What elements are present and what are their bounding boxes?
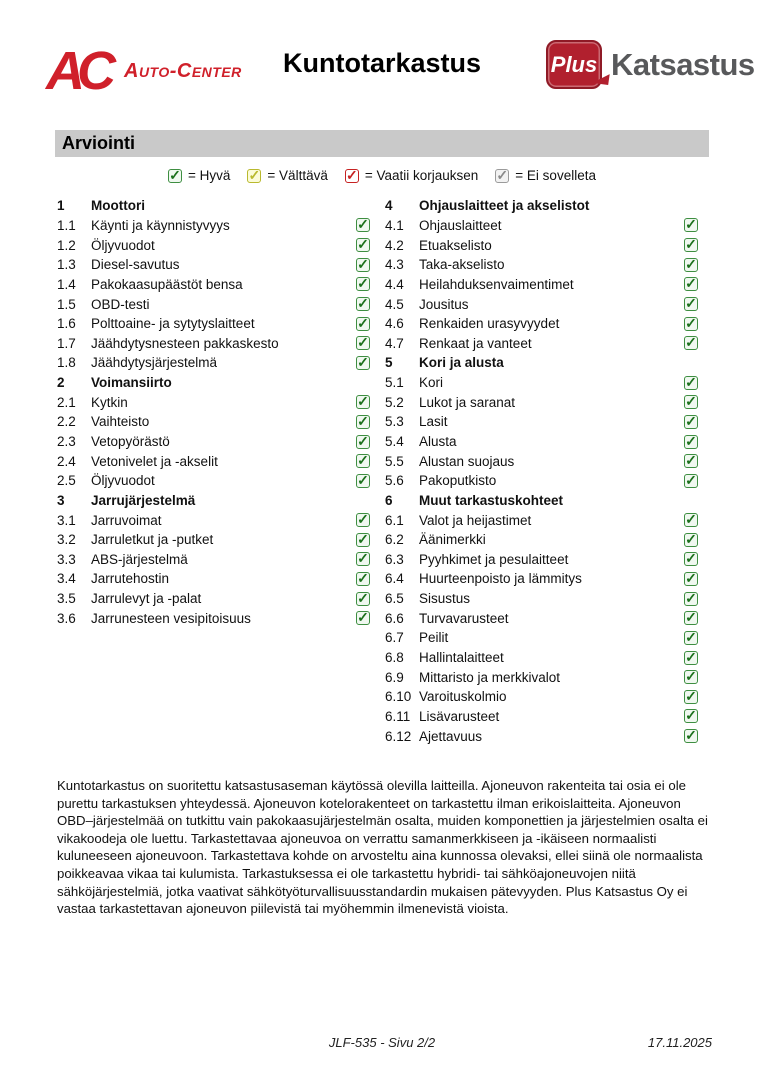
status-checkbox-good bbox=[356, 255, 370, 272]
checklist-item-row bbox=[385, 628, 698, 648]
status-checkbox-good bbox=[684, 238, 698, 252]
item-number: 2.1 bbox=[57, 394, 76, 410]
checklist-item-row bbox=[385, 255, 698, 275]
checklist-item-row bbox=[57, 333, 370, 353]
item-number: 3.5 bbox=[57, 591, 76, 607]
item-number: 6 bbox=[385, 492, 393, 508]
item-number: 4.3 bbox=[385, 257, 404, 273]
checklist-item-row bbox=[57, 589, 370, 609]
checklist-item-row bbox=[385, 569, 698, 589]
checklist-section-row bbox=[385, 196, 698, 216]
checklist-item-row bbox=[385, 471, 698, 491]
legend-item-fair bbox=[247, 168, 327, 183]
checklist-item-row bbox=[385, 373, 698, 393]
check-icon: ✓ bbox=[685, 707, 697, 724]
status-checkbox-good bbox=[684, 471, 698, 488]
item-label: Vetonivelet ja -akselit bbox=[91, 453, 218, 469]
auto-center-logo-mark: AC bbox=[46, 41, 108, 101]
status-checkbox-good bbox=[684, 314, 698, 331]
item-label: Mittaristo ja merkkivalot bbox=[419, 669, 561, 685]
status-checkbox-good bbox=[684, 729, 698, 743]
check-icon: ✓ bbox=[685, 236, 697, 253]
status-checkbox-good bbox=[356, 589, 370, 606]
check-icon: ✓ bbox=[685, 255, 697, 272]
status-checkbox-good bbox=[356, 218, 370, 232]
item-number: 5.1 bbox=[385, 375, 404, 391]
item-label: Alustan suojaus bbox=[419, 453, 515, 469]
check-icon: ✓ bbox=[685, 550, 697, 567]
item-label: Pyyhkimet ja pesulaitteet bbox=[419, 551, 569, 567]
status-legend bbox=[0, 168, 764, 183]
item-label: Jousitus bbox=[419, 296, 469, 312]
status-checkbox-good bbox=[356, 353, 370, 370]
item-number: 3.2 bbox=[57, 532, 76, 548]
status-checkbox-good bbox=[356, 395, 370, 409]
checklist-item-row bbox=[57, 412, 370, 432]
checklist-item-row bbox=[57, 550, 370, 570]
checklist-section-row bbox=[57, 373, 370, 393]
section-bar-title: Arviointi bbox=[62, 133, 136, 153]
item-number: 4.7 bbox=[385, 335, 404, 351]
status-checkbox-good bbox=[684, 648, 698, 665]
status-checkbox-good bbox=[684, 552, 698, 566]
status-checkbox-good bbox=[684, 628, 698, 645]
item-number: 5.3 bbox=[385, 414, 404, 430]
item-number: 4.6 bbox=[385, 316, 404, 332]
checklist-item-row bbox=[57, 608, 370, 628]
status-checkbox-good bbox=[684, 530, 698, 547]
check-icon: ✓ bbox=[685, 471, 697, 488]
item-label: Voimansiirto bbox=[91, 375, 172, 391]
check-icon: ✓ bbox=[357, 353, 369, 370]
item-label: Ajettavuus bbox=[419, 728, 483, 744]
item-number: 6.2 bbox=[385, 532, 404, 548]
check-icon: ✓ bbox=[357, 412, 369, 429]
checklist-item-row bbox=[57, 275, 370, 295]
legend-item-na bbox=[495, 168, 596, 183]
item-label: Öljyvuodot bbox=[91, 237, 155, 253]
item-label: Käynti ja käynnistyvyys bbox=[91, 217, 230, 233]
auto-center-logo-text: Auto-Center bbox=[124, 59, 242, 82]
status-checkbox-good bbox=[356, 432, 370, 449]
status-checkbox-good bbox=[356, 513, 370, 527]
legend-label: = Välttävä bbox=[267, 168, 328, 183]
checklist-item-row bbox=[385, 412, 698, 432]
status-checkbox-good bbox=[356, 314, 370, 331]
checklist-section-row bbox=[57, 196, 370, 216]
plus-katsastus-logo bbox=[546, 40, 755, 89]
checklist-section-row bbox=[57, 491, 370, 511]
item-label: Jäähdytysnesteen pakkaskesto bbox=[91, 335, 279, 351]
check-icon: ✓ bbox=[685, 295, 697, 312]
check-icon: ✓ bbox=[357, 530, 369, 547]
item-label: Pakoputkisto bbox=[419, 473, 497, 489]
item-label: Kytkin bbox=[91, 394, 128, 410]
item-number: 6.12 bbox=[385, 728, 412, 744]
check-icon: ✓ bbox=[248, 166, 261, 183]
item-label: Polttoaine- ja sytytyslaitteet bbox=[91, 316, 255, 332]
check-icon: ✓ bbox=[357, 255, 369, 272]
checklist-item-row bbox=[57, 255, 370, 275]
item-label: Jarrujärjestelmä bbox=[91, 492, 196, 508]
checklist-item-row bbox=[385, 550, 698, 570]
item-number: 1.2 bbox=[57, 237, 76, 253]
item-label: Alusta bbox=[419, 434, 457, 449]
check-icon: ✓ bbox=[685, 314, 697, 331]
item-label: Heilahduksenvaimentimet bbox=[419, 276, 574, 292]
item-label: Sisustus bbox=[419, 591, 471, 607]
check-icon: ✓ bbox=[685, 530, 697, 547]
item-label: Diesel-savutus bbox=[91, 257, 180, 273]
status-checkbox-good bbox=[684, 589, 698, 606]
item-number: 6.10 bbox=[385, 689, 412, 705]
status-checkbox-good bbox=[684, 255, 698, 272]
checklist-item-row bbox=[385, 726, 698, 746]
checklist-item-row bbox=[385, 216, 698, 236]
status-checkbox-good bbox=[684, 297, 698, 311]
check-icon: ✓ bbox=[685, 628, 697, 645]
item-label: ABS-järjestelmä bbox=[91, 551, 188, 567]
checklist-item-row bbox=[385, 667, 698, 687]
checklist-item-row bbox=[385, 687, 698, 707]
item-number: 6.7 bbox=[385, 630, 404, 646]
checklist-item-row bbox=[57, 216, 370, 236]
status-checkbox-good bbox=[684, 569, 698, 586]
checklist-item-row bbox=[385, 648, 698, 668]
checklist-item-row bbox=[385, 392, 698, 412]
item-label: Kori ja alusta bbox=[419, 355, 504, 371]
legend-label: = Vaatii korjauksen bbox=[364, 168, 479, 183]
item-label: Jarrunesteen vesipitoisuus bbox=[91, 610, 251, 626]
checklist-column-right bbox=[385, 196, 698, 746]
item-number: 1.7 bbox=[57, 335, 76, 351]
item-label: Vaihteisto bbox=[91, 414, 150, 430]
item-label: Huurteenpoisto ja lämmitys bbox=[419, 571, 582, 587]
check-icon: ✓ bbox=[685, 216, 697, 233]
item-label: Jäähdytysjärjestelmä bbox=[91, 355, 218, 371]
item-number: 1.8 bbox=[57, 355, 76, 371]
item-label: Valot ja heijastimet bbox=[419, 512, 532, 528]
item-label: Etuakselisto bbox=[419, 237, 492, 253]
item-label: Jarruletkut ja -putket bbox=[91, 532, 214, 548]
check-icon: ✓ bbox=[169, 166, 181, 183]
status-checkbox-good bbox=[356, 238, 370, 252]
status-checkbox-good bbox=[684, 709, 698, 723]
checklist-item-row bbox=[57, 451, 370, 471]
checklist-item-row bbox=[385, 314, 698, 334]
status-checkbox-good bbox=[684, 670, 698, 684]
item-number: 5.2 bbox=[385, 394, 404, 410]
status-checkbox-good bbox=[684, 395, 698, 409]
item-label: Vetopyörästö bbox=[91, 434, 170, 449]
status-checkbox-good bbox=[356, 471, 370, 488]
item-label: Lasit bbox=[419, 414, 448, 430]
item-number: 2.2 bbox=[57, 414, 76, 430]
plus-bubble-text: Plus bbox=[550, 51, 598, 77]
status-checkbox-good bbox=[684, 687, 698, 704]
check-icon: ✓ bbox=[357, 550, 369, 567]
checklist-column-left bbox=[57, 196, 370, 628]
item-label: Pakokaasupäästöt bensa bbox=[91, 276, 243, 292]
checklist-item-row bbox=[57, 471, 370, 491]
item-number: 1.5 bbox=[57, 296, 76, 312]
footer-page-label: JLF-535 - Sivu 2/2 bbox=[328, 1035, 436, 1050]
item-label: Öljyvuodot bbox=[91, 473, 155, 489]
checklist-item-row bbox=[385, 530, 698, 550]
item-number: 2.4 bbox=[57, 453, 76, 469]
status-checkbox-na bbox=[495, 166, 509, 183]
item-number: 6.6 bbox=[385, 610, 404, 626]
item-label: Jarrutehostin bbox=[91, 571, 170, 587]
checklist-item-row bbox=[57, 392, 370, 412]
status-checkbox-good bbox=[356, 611, 370, 625]
item-label: Jarrulevyt ja -palat bbox=[91, 591, 202, 607]
item-number: 2.3 bbox=[57, 434, 76, 449]
status-checkbox-good bbox=[356, 277, 370, 291]
item-number: 5 bbox=[385, 355, 393, 371]
status-checkbox-good bbox=[168, 166, 182, 183]
check-icon: ✓ bbox=[685, 412, 697, 429]
page-title: Kuntotarkastus bbox=[282, 48, 482, 78]
status-checkbox-good bbox=[356, 454, 370, 468]
checklist-item-row bbox=[57, 530, 370, 550]
check-icon: ✓ bbox=[345, 166, 358, 183]
footer-date: 17.11.2025 bbox=[647, 1035, 712, 1050]
check-icon: ✓ bbox=[685, 373, 697, 390]
check-icon: ✓ bbox=[357, 452, 369, 469]
status-checkbox-good bbox=[356, 336, 370, 350]
checklist-item-row bbox=[385, 589, 698, 609]
check-icon: ✓ bbox=[357, 334, 369, 351]
item-number: 4 bbox=[385, 198, 393, 214]
item-label: Lisävarusteet bbox=[419, 708, 500, 724]
item-number: 6.4 bbox=[385, 571, 404, 587]
item-number: 1.6 bbox=[57, 316, 76, 332]
checklist-item-row bbox=[385, 510, 698, 530]
check-icon: ✓ bbox=[685, 727, 697, 744]
item-number: 1.4 bbox=[57, 276, 76, 292]
legend-label: = Hyvä bbox=[188, 168, 231, 183]
status-checkbox-good bbox=[684, 336, 698, 350]
check-icon: ✓ bbox=[685, 569, 697, 586]
status-checkbox-good bbox=[684, 513, 698, 527]
item-number: 3.3 bbox=[57, 551, 76, 567]
check-icon: ✓ bbox=[685, 609, 697, 626]
item-label: OBD-testi bbox=[91, 296, 150, 312]
status-checkbox-good bbox=[684, 432, 698, 449]
check-icon: ✓ bbox=[685, 452, 697, 469]
check-icon: ✓ bbox=[685, 275, 697, 292]
katsastus-logo-text: Katsastus bbox=[611, 46, 755, 82]
item-number: 6.3 bbox=[385, 551, 404, 567]
item-label: Peilit bbox=[419, 630, 449, 646]
item-label: Ohjauslaitteet ja akselistot bbox=[419, 198, 590, 214]
check-icon: ✓ bbox=[685, 432, 697, 449]
item-number: 2 bbox=[57, 375, 65, 391]
checklist-item-row bbox=[57, 353, 370, 373]
check-icon: ✓ bbox=[357, 511, 369, 528]
item-label: Turvavarusteet bbox=[419, 610, 509, 626]
status-checkbox-fair bbox=[247, 166, 261, 183]
check-icon: ✓ bbox=[685, 393, 697, 410]
status-checkbox-good bbox=[684, 611, 698, 625]
item-number: 3.6 bbox=[57, 610, 76, 626]
item-number: 6.5 bbox=[385, 591, 404, 607]
check-icon: ✓ bbox=[357, 295, 369, 312]
item-number: 4.2 bbox=[385, 237, 404, 253]
item-label: Taka-akselisto bbox=[419, 257, 505, 273]
check-icon: ✓ bbox=[685, 668, 697, 685]
item-number: 1 bbox=[57, 198, 65, 214]
item-number: 5.5 bbox=[385, 453, 404, 469]
checklist-item-row bbox=[57, 294, 370, 314]
item-number: 6.11 bbox=[385, 708, 411, 724]
check-icon: ✓ bbox=[685, 334, 697, 351]
legend-item-good bbox=[168, 168, 230, 183]
item-number: 6.8 bbox=[385, 650, 404, 666]
checklist-item-row bbox=[385, 333, 698, 353]
status-checkbox-good bbox=[356, 297, 370, 311]
item-number: 3.4 bbox=[57, 571, 76, 587]
status-checkbox-good bbox=[356, 530, 370, 547]
disclaimer-text: Kuntotarkastus on suoritettu katsastusaseman käytössä olevilla laitteilla. Ajoneuvon rakenteita tai osia ei ole purettu tarkastuksen yhteydessä. Ajoneuvon kotelorakenteet on tarkastettu ilman erikoislaitteita. Ajoneuvon OBD–järjestelmää on tutkittu vain pakokaasujärjestelmän osalta, muiden komponettien ja järjestelmien osalta ei vikakoodeja ole luettu. Tarkastettavaa ajoneuvoa on verrattu samanmerkkiseen ja -ikäiseen normaalisti kuluneeseen ajoneuvoon. Tarkastettava kohde on arvosteltu aina kunnossa olevaksi, ellei siinä ole normaalista poikkeavaa vikaa tai kulumista. Tarkastuksessa ei ole tarkastettu hybridi- tai sähköajoneuvojen niitä sähköjärjestelmiä, jotka vaativat sähkötyöturvallisuusstandardin mukaisen pätevyyden. Plus Katsastus Oy ei vastaa tarkastettavan ajoneuvon piilevistä tai myöhemmin ilmenevistä vioista. bbox=[57, 778, 708, 917]
check-icon: ✓ bbox=[685, 511, 697, 528]
item-label: Renkaat ja vanteet bbox=[419, 335, 532, 351]
item-number: 4.1 bbox=[385, 217, 404, 233]
status-checkbox-repair bbox=[345, 166, 359, 183]
item-label: Jarruvoimat bbox=[91, 512, 162, 528]
checklist-item-row bbox=[385, 451, 698, 471]
check-icon: ✓ bbox=[685, 589, 697, 606]
check-icon: ✓ bbox=[357, 569, 369, 586]
check-icon: ✓ bbox=[357, 432, 369, 449]
section-bar bbox=[55, 130, 709, 157]
checklist-item-row bbox=[57, 569, 370, 589]
checklist-item-row bbox=[385, 707, 698, 727]
checklist-item-row bbox=[385, 294, 698, 314]
item-label: Varoituskolmio bbox=[419, 689, 507, 705]
item-number: 4.5 bbox=[385, 296, 404, 312]
legend-label: = Ei sovelleta bbox=[515, 168, 596, 183]
item-label: Äänimerkki bbox=[419, 532, 486, 548]
status-checkbox-good bbox=[356, 569, 370, 586]
status-checkbox-good bbox=[684, 373, 698, 390]
item-label: Muut tarkastuskohteet bbox=[419, 492, 564, 508]
item-label: Ohjauslaitteet bbox=[419, 217, 502, 233]
plus-bubble-icon bbox=[546, 40, 602, 89]
check-icon: ✓ bbox=[496, 166, 509, 183]
status-checkbox-good bbox=[356, 552, 370, 566]
item-number: 6.1 bbox=[385, 512, 404, 528]
check-icon: ✓ bbox=[357, 393, 369, 410]
item-number: 4.4 bbox=[385, 276, 404, 292]
check-icon: ✓ bbox=[357, 275, 369, 292]
status-checkbox-good bbox=[684, 218, 698, 232]
item-number: 1.3 bbox=[57, 257, 76, 273]
checklist-item-row bbox=[385, 235, 698, 255]
status-checkbox-good bbox=[684, 454, 698, 468]
checklist-item-row bbox=[57, 314, 370, 334]
item-number: 6.9 bbox=[385, 669, 404, 685]
item-number: 5.4 bbox=[385, 434, 404, 449]
status-checkbox-good bbox=[356, 412, 370, 429]
check-icon: ✓ bbox=[357, 609, 369, 626]
item-label: Hallintalaitteet bbox=[419, 650, 504, 666]
checklist-section-row bbox=[385, 491, 698, 511]
check-icon: ✓ bbox=[357, 589, 369, 606]
checklist-item-row bbox=[57, 235, 370, 255]
status-checkbox-good bbox=[684, 277, 698, 291]
check-icon: ✓ bbox=[357, 314, 369, 331]
legend-item-repair bbox=[345, 168, 478, 183]
item-label: Kori bbox=[419, 375, 444, 391]
item-number: 1.1 bbox=[57, 217, 76, 233]
checklist-item-row bbox=[385, 432, 698, 452]
checklist-section-row bbox=[385, 353, 698, 373]
item-number: 3.1 bbox=[57, 512, 76, 528]
item-number: 3 bbox=[57, 492, 65, 508]
status-checkbox-good bbox=[684, 412, 698, 429]
check-icon: ✓ bbox=[685, 687, 697, 704]
checklist-item-row bbox=[385, 275, 698, 295]
check-icon: ✓ bbox=[357, 471, 369, 488]
item-number: 2.5 bbox=[57, 473, 76, 489]
check-icon: ✓ bbox=[357, 216, 369, 233]
checklist-item-row bbox=[57, 510, 370, 530]
check-icon: ✓ bbox=[357, 236, 369, 253]
checklist-item-row bbox=[385, 608, 698, 628]
item-label: Moottori bbox=[91, 198, 145, 214]
check-icon: ✓ bbox=[685, 648, 697, 665]
checklist-item-row bbox=[57, 432, 370, 452]
item-label: Renkaiden urasyvyydet bbox=[419, 316, 560, 332]
item-number: 5.6 bbox=[385, 473, 404, 489]
item-label: Lukot ja saranat bbox=[419, 394, 516, 410]
